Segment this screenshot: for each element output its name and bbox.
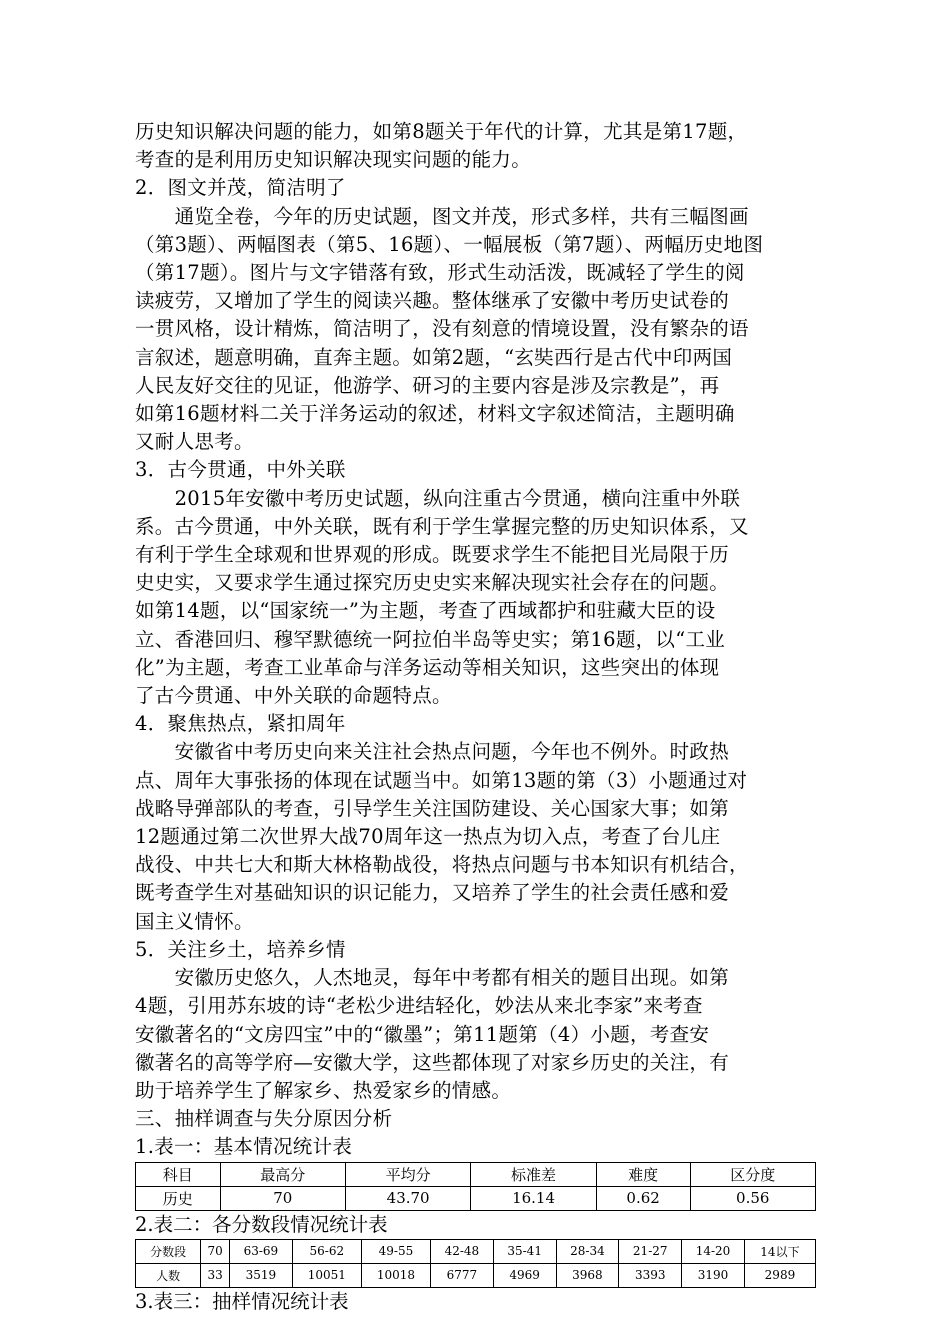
table-cell: 难度: [596, 1162, 690, 1186]
table-cell: 70: [220, 1186, 345, 1210]
table-cell: 最高分: [220, 1162, 345, 1186]
text-line: 安徽历史悠久，人杰地灵，每年中考都有相关的题目出现。如第: [135, 966, 730, 990]
text-line: 三、抽样调查与失分原因分析: [135, 1107, 393, 1131]
section-heading: [135, 1133, 825, 1161]
text-line: 通览全卷，今年的历史试题，图文并茂，形式多样，共有三幅图画: [135, 204, 749, 228]
text-line: 言叙述，题意明确，直奔主题。如第2题，“玄奘西行是古代中印两国: [135, 345, 733, 369]
text-line: 战略导弹部队的考查，引导学生关注国防建设、关心国家大事；如第: [135, 796, 730, 820]
table-cell: 3519: [229, 1263, 292, 1287]
table-header-row: [136, 1239, 816, 1263]
text-line: 读疲劳，又增加了学生的阅读兴趣。整体继承了安徽中考历史试卷的: [135, 289, 730, 313]
table-cell: 人数: [136, 1263, 201, 1287]
table-cell: 33: [201, 1263, 230, 1287]
table-cell: 14-20: [682, 1239, 745, 1263]
text-line: 人民友好交往的见证，他游学、研习的主要内容是涉及宗教是”，再: [135, 373, 720, 397]
table-cell: 历史: [136, 1186, 221, 1210]
table-cell: 4969: [493, 1263, 556, 1287]
text-line: 又耐人思考。: [135, 430, 254, 454]
table-cell: 28-34: [556, 1239, 619, 1263]
table-cell: 21-27: [619, 1239, 682, 1263]
table-cell: 0.56: [690, 1186, 815, 1210]
text-line: 12题通过第二次世界大战70周年这一热点为切入点，考查了台儿庄: [135, 825, 721, 849]
section-heading: [135, 456, 825, 484]
table-cell: 14以下: [744, 1239, 815, 1263]
table-row: [136, 1263, 816, 1287]
text-line: 历史知识解决问题的能力，如第8题关于年代的计算，尤其是第17题，: [135, 120, 748, 143]
text-line: 助于培养学生了解家乡、热爱家乡的情感。: [135, 1078, 512, 1102]
table-cell: 科目: [136, 1162, 221, 1186]
score-range-table: [135, 1239, 816, 1288]
section-heading: [135, 174, 825, 202]
table-cell: 3968: [556, 1263, 619, 1287]
text-line: （第17题）。图片与文字错落有致，形式生动活泼，既减轻了学生的阅: [135, 261, 745, 285]
paragraph: [135, 485, 825, 711]
table-cell: 分数段: [136, 1239, 201, 1263]
text-line: 一贯风格，设计精炼，简洁明了，没有刻意的情境设置，没有繁杂的语: [135, 317, 749, 341]
table-cell: 10018: [361, 1263, 430, 1287]
table-cell: 平均分: [345, 1162, 470, 1186]
table-cell: 56-62: [292, 1239, 361, 1263]
table-cell: 10051: [292, 1263, 361, 1287]
text-line: 4．聚焦热点，紧扣周年: [135, 712, 346, 736]
document-page: [135, 118, 825, 1316]
section-heading: [135, 936, 825, 964]
section-heading: [135, 1105, 825, 1133]
text-line: 立、香港回归、穆罕默德统一阿拉伯半岛等史实；第16题，以“工业: [135, 627, 726, 651]
table2-title: 2.表二：各分数段情况统计表: [135, 1212, 388, 1236]
table-cell: 35-41: [493, 1239, 556, 1263]
text-line: 系。古今贯通，中外关联，既有利于学生掌握完整的历史知识体系，又: [135, 514, 749, 538]
text-line: 战役、中共七大和斯大林格勒战役，将热点问题与书本知识有机结合，: [135, 853, 749, 877]
text-line: 化”为主题，考查工业革命与洋务运动等相关知识，这些突出的体现: [135, 655, 720, 679]
paragraph: [135, 738, 825, 935]
table-cell: 3190: [682, 1263, 745, 1287]
text-line: 了古今贯通、中外关联的命题特点。: [135, 684, 452, 708]
table-cell: 49-55: [361, 1239, 430, 1263]
text-line: 考查的是利用历史知识解决现实问题的能力。: [135, 148, 532, 172]
text-line: 徽著名的高等学府—安徽大学，这些都体现了对家乡历史的关注，有: [135, 1050, 730, 1074]
text-line: 1.表一：基本情况统计表: [135, 1135, 353, 1159]
table-cell: 3393: [619, 1263, 682, 1287]
text-line: 4题，引用苏东坡的诗“老松少进结轻化，妙法从来北李家”来考查: [135, 994, 703, 1018]
table-cell: 16.14: [471, 1186, 596, 1210]
table-header-row: [136, 1162, 816, 1186]
text-line: 2．图文并茂，简洁明了: [135, 176, 346, 200]
table-cell: 标准差: [471, 1162, 596, 1186]
text-line: 2015年安徽中考历史试题，纵向注重古今贯通，横向注重中外联: [135, 486, 741, 510]
paragraph: [135, 964, 825, 1105]
text-line: 5．关注乡土，培养乡情: [135, 937, 346, 961]
text-line: 安徽省中考历史向来关注社会热点问题，今年也不例外。时政热: [135, 740, 730, 764]
paragraph: [135, 203, 825, 457]
text-line: 点、周年大事张扬的体现在试题当中。如第13题的第（3）小题通过对: [135, 768, 748, 792]
text-line: 安徽著名的“文房四宝”中的“徽墨”；第11题第（4）小题，考查安: [135, 1022, 710, 1046]
text-line: 3．古今贯通，中外关联: [135, 458, 346, 482]
document-body: [135, 118, 825, 1162]
text-line: 如第14题，以“国家统一”为主题，考查了西域都护和驻藏大臣的设: [135, 599, 716, 623]
basic-stats-table: [135, 1162, 816, 1211]
text-line: 有利于学生全球观和世界观的形成。既要求学生不能把目光局限于历: [135, 543, 730, 567]
text-line: 国主义情怀。: [135, 909, 254, 933]
table-cell: 区分度: [690, 1162, 815, 1186]
text-line: 史史实，又要求学生通过探究历史史实来解决现实社会存在的问题。: [135, 571, 730, 595]
text-line: 如第16题材料二关于洋务运动的叙述，材料文字叙述简洁，主题明确: [135, 402, 735, 426]
paragraph: [135, 118, 825, 174]
table-cell: 0.62: [596, 1186, 690, 1210]
table3-title: 3.表三：抽样情况统计表: [135, 1289, 349, 1313]
table-cell: 70: [201, 1239, 230, 1263]
table-row: [136, 1186, 816, 1210]
text-line: （第3题）、两幅图表（第5、16题）、一幅展板（第7题）、两幅历史地图: [135, 232, 764, 256]
table-cell: 63-69: [229, 1239, 292, 1263]
table-cell: 2989: [744, 1263, 815, 1287]
table-cell: 6777: [430, 1263, 493, 1287]
section-heading: [135, 710, 825, 738]
table-cell: 43.70: [345, 1186, 470, 1210]
text-line: 既考查学生对基础知识的识记能力，又培养了学生的社会责任感和爱: [135, 881, 730, 905]
table-cell: 42-48: [430, 1239, 493, 1263]
